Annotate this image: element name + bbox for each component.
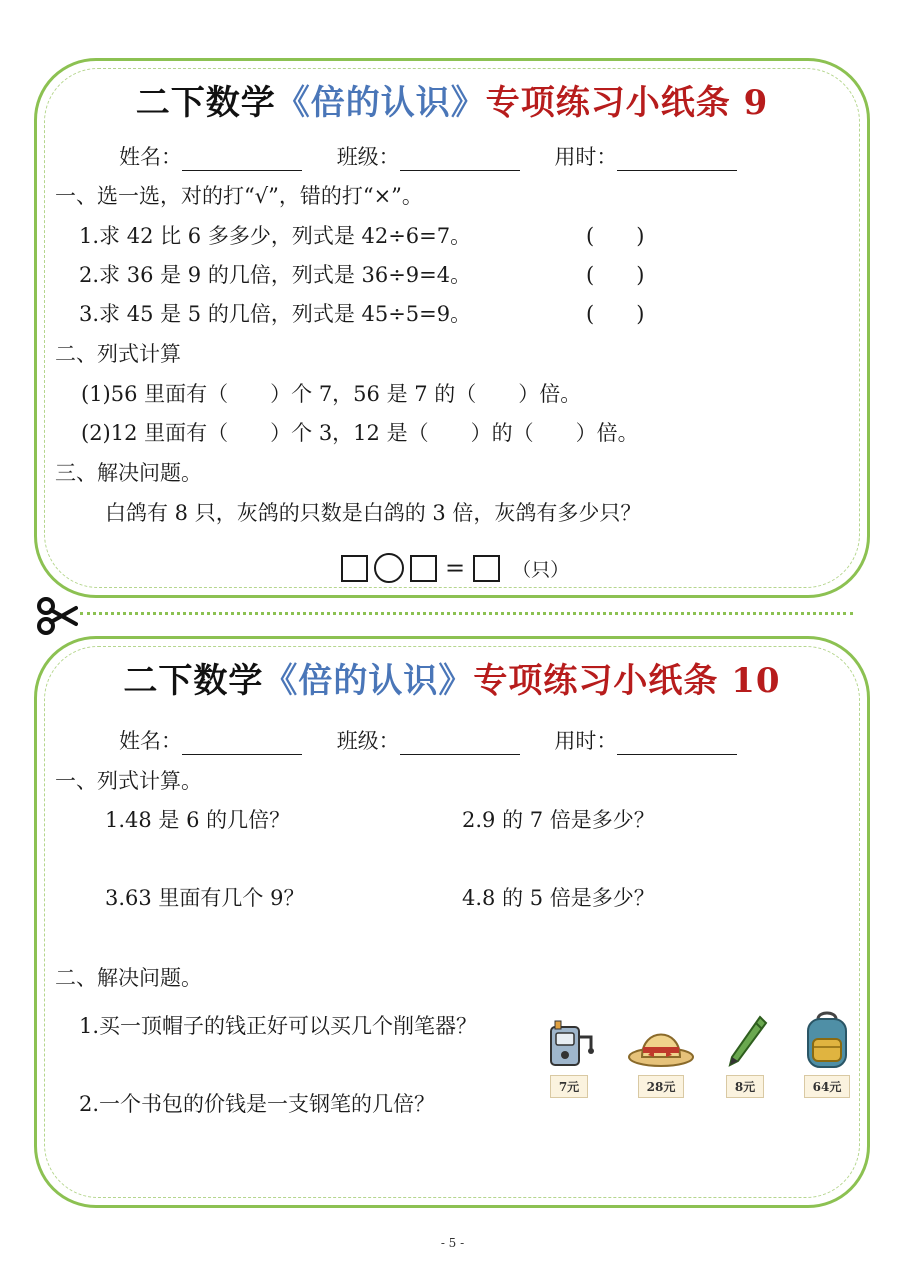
time-field[interactable] (617, 734, 737, 755)
answer-paren-3[interactable]: ( ) (586, 302, 645, 326)
section-2-heading: 二、列式计算 (55, 342, 181, 366)
pen-icon (720, 1013, 770, 1071)
time-label: 用时： (554, 145, 618, 169)
judge-item-2: 2.求 36 是 9 的几倍，列式是 36÷9=4。 (79, 263, 472, 287)
operand-box-1[interactable] (341, 555, 368, 582)
calc-item-2: 2.9 的 7 倍是多少？ (462, 808, 655, 832)
hat-icon (626, 1013, 696, 1071)
price-item-sharpener (537, 1013, 601, 1098)
sheet-title: 二下数学《倍的认识》专项练习小纸条 9 (135, 83, 769, 123)
answer-formula (341, 553, 569, 583)
price-item-hat (625, 1013, 697, 1098)
calc-item-2: (2)12 里面有（ ）个 3，12 是（ ）的（ ）倍。 (81, 421, 639, 445)
info-row (119, 725, 765, 755)
section-1-heading: 一、列式计算。 (55, 769, 202, 793)
section-1-heading: 一、选一选，对的打“√”，错的打“×”。 (55, 184, 423, 208)
result-box[interactable] (473, 555, 500, 582)
time-label: 用时： (554, 729, 618, 753)
name-field[interactable] (182, 150, 302, 171)
cut-line (80, 612, 853, 615)
judge-item-3: 3.求 45 是 5 的几倍，列式是 45÷5=9。 (79, 302, 472, 326)
section-3-heading: 三、解决问题。 (55, 461, 202, 485)
calc-item-1: 1.48 是 6 的几倍？ (105, 808, 291, 832)
equals-sign: = (445, 554, 466, 582)
problem-item-1: 1.买一顶帽子的钱正好可以买几个削笔器？ (79, 1014, 478, 1038)
page-number: - 5 - (440, 1236, 465, 1250)
unit-label: （只） (512, 558, 570, 581)
class-label: 班级： (336, 729, 400, 753)
practice-sheet-9 (34, 58, 870, 598)
judge-item-1: 1.求 42 比 6 多多少，列式是 42÷6=7。 (79, 224, 472, 248)
price-tag: 64元 (804, 1075, 851, 1098)
price-tag: 7元 (550, 1075, 588, 1098)
price-item-backpack (795, 1009, 859, 1098)
calc-item-4: 4.8 的 5 倍是多少？ (462, 886, 655, 910)
backpack-icon (800, 1009, 854, 1071)
price-tag: 28元 (638, 1075, 685, 1098)
operator-circle[interactable] (374, 553, 404, 583)
pencil-sharpener-icon (541, 1013, 597, 1071)
class-field[interactable] (400, 734, 520, 755)
name-label: 姓名： (119, 729, 182, 753)
section-2-heading: 二、解决问题。 (55, 966, 202, 990)
answer-paren-2[interactable]: ( ) (586, 263, 645, 287)
scissors-icon (36, 596, 78, 640)
price-item-pen (715, 1013, 775, 1098)
answer-paren-1[interactable]: ( ) (586, 224, 645, 248)
class-field[interactable] (400, 150, 520, 171)
operand-box-2[interactable] (410, 555, 437, 582)
word-problem: 白鸽有 8 只，灰鸽的只数是白鸽的 3 倍，灰鸽有多少只？ (105, 501, 642, 525)
name-label: 姓名： (119, 145, 182, 169)
calc-item-3: 3.63 里面有几个 9？ (105, 886, 305, 910)
class-label: 班级： (336, 145, 400, 169)
sheet-title: 二下数学《倍的认识》专项练习小纸条 10 (123, 661, 781, 701)
price-tag: 8元 (726, 1075, 764, 1098)
calc-item-1: (1)56 里面有（ ）个 7，56 是 7 的（ ）倍。 (81, 382, 582, 406)
info-row (119, 141, 765, 171)
practice-sheet-10 (34, 636, 870, 1208)
time-field[interactable] (617, 150, 737, 171)
name-field[interactable] (182, 734, 302, 755)
problem-item-2: 2.一个书包的价钱是一支钢笔的几倍？ (79, 1092, 436, 1116)
